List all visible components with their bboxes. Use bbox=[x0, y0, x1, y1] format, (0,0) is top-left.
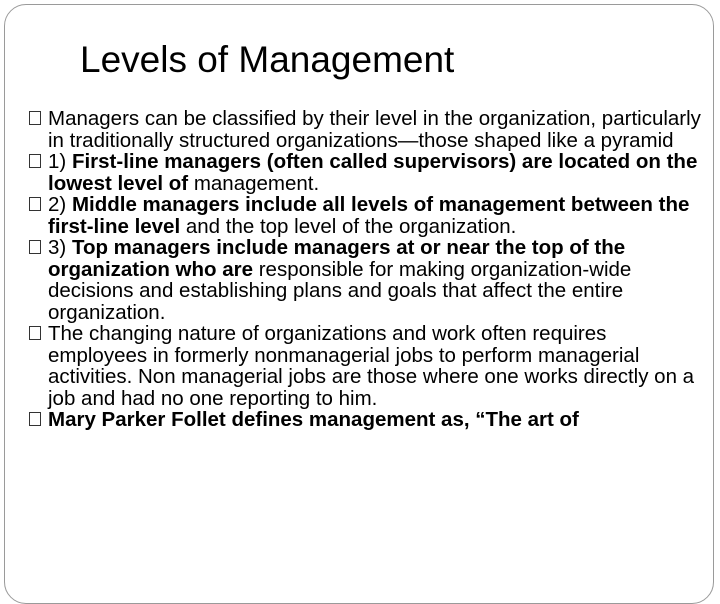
square-bullet-icon bbox=[29, 412, 41, 426]
bullet-text: The changing nature of organizations and work often requires employees in formerly nonmanagerial jobs to perform managerial activities. Non managerial jobs are those where one works directly on a job and had no one reporting to him. bbox=[48, 322, 695, 410]
bullet-text-bold: Mary Parker Follet defines management as, “The art of bbox=[48, 408, 579, 431]
square-bullet-icon bbox=[29, 240, 41, 254]
bullet-list bbox=[0, 108, 720, 431]
bullet-text: 3) bbox=[48, 236, 72, 259]
bullet-text: Managers can be classified by their level in the organization, particularly in traditionally structured organizations—those shaped like a pyramid bbox=[48, 107, 701, 152]
bullet-text: and the top level of the organization. bbox=[185, 214, 517, 238]
bullet-text: responsible for making organization-wide decisions and establishing plans and goals that affect the entire organization. bbox=[48, 257, 632, 324]
square-bullet-icon bbox=[29, 111, 41, 125]
square-bullet-icon bbox=[29, 326, 41, 340]
bullet-text-bold: Middle managers include all levels of management between the first-line level bbox=[48, 193, 690, 238]
bullet-text-bold: First-line managers (often called supervisors) are located on the lowest level of bbox=[48, 150, 698, 195]
bullet-item bbox=[0, 108, 708, 151]
bullet-item bbox=[0, 151, 708, 194]
slide-title: Levels of Management bbox=[80, 39, 455, 80]
square-bullet-icon bbox=[29, 154, 41, 168]
bullet-text: 2) bbox=[48, 193, 72, 216]
bullet-text: management. bbox=[193, 171, 320, 195]
bullet-item bbox=[0, 323, 708, 409]
bullet-item bbox=[0, 237, 708, 323]
square-bullet-icon bbox=[29, 197, 41, 211]
bullet-item bbox=[0, 194, 708, 237]
bullet-item bbox=[0, 409, 708, 431]
bullet-text-bold: Top managers include managers at or near the top of the organization who are bbox=[48, 236, 626, 281]
bullet-text: 1) bbox=[48, 150, 72, 173]
